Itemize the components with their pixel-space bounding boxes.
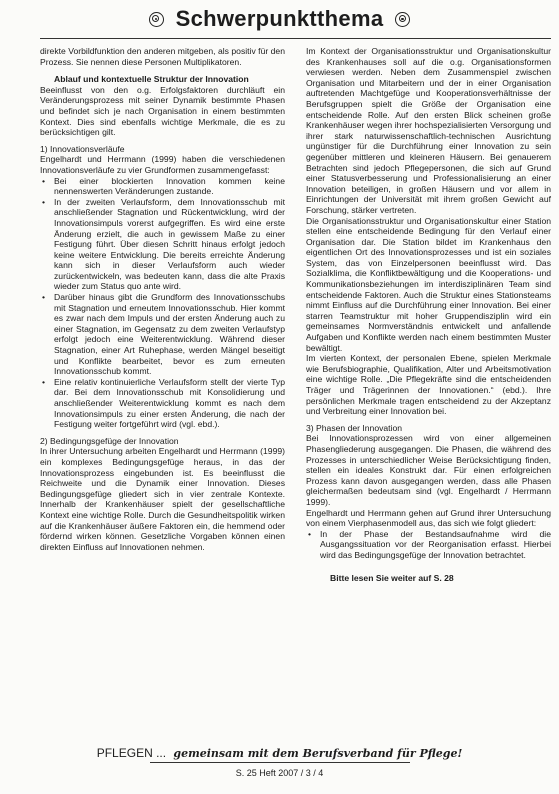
section-title: Schwerpunktthema: [175, 6, 384, 31]
list-item: • Bei einer blockierten Innovation kommen keine nennenswerten Veränderungen zustande.: [40, 176, 285, 197]
subheading: 2) Bedingungsgefüge der Innovation: [40, 435, 179, 446]
paragraph: Beeinflusst von den o.g. Erfolgsfaktoren durchläuft ein Veränderungsprozess mit seiner Dynamik bestimmte Phasen und befindet sich je nach Organisation in einem bestimmten Kontext. Dies sind ebenfalls wichtige Merkmale, die es zu berücksichtigen gilt.: [40, 84, 285, 138]
paragraph: Engelhardt und Herrmann (1999) haben die verschiedenen Innovationsverläufe zu vier Grundformen zusammengefasst:: [40, 154, 285, 175]
left-column: [40, 46, 285, 552]
paragraph: Im vierten Kontext, der personalen Ebene, spielen Merkmale wie Berufsbiographie, Qualifikation, Alter und Arbeitsmotivation eine wichtige Rolle. „Die Pflegekräfte sind die entscheidenden Träger und Trägerinnen der Innovationen.“ (ebd.). Ihre persönlichen Merkmale tragen entscheidend zu der Akzeptanz und Verbreitung einer Innovation bei.: [306, 353, 551, 417]
slogan-prefix: PFLEGEN ...: [96, 746, 167, 760]
bullet-list: [40, 176, 285, 430]
list-item: • Darüber hinaus gibt die Grundform des Innovationsschubs mit Stagnation und erneutem Innovationsschub. Hier kommt es zwar nach dem Impuls und der ersten Änderung auch zu einer Stagnation, im Gegensatz zu dem zweiten Verlaufstyp erfolgt jedoch eine Weiterentwicklung. Während dieser Stagnation, einer Art Ruhephase, werden Mängel beseitigt und Konflikte bearbeitet, bevor es zum erneuten Innovationsschub kommt.: [40, 292, 285, 377]
footer-slogan: [0, 746, 559, 760]
bullseye-icon: [149, 12, 164, 27]
section-heading: Ablauf und kontextuelle Struktur der Innovation: [54, 74, 249, 85]
paragraph: In ihrer Untersuchung arbeiten Engelhardt und Herrmann (1999) ein komplexes Bedingungsgefüge heraus, in das der Innovationsprozess eingebunden ist. Es beeinflusst die Reichweite und die Dynamik einer Innovation. Dieses Bedingungsgefüge gliedert sich in vier zentrale Kontexte. Innerhalb der Krankenhäuser spielt der gesellschaftliche Kontext eine wichtige Rolle. Durch die Gesundheitspolitik wirken auf die Krankenhäuser äußere Faktoren ein, die hemmend oder fördernd wirken können. Gesetzliche Vorgaben können einen direkten Einfluss auf Innovationen nehmen.: [40, 446, 285, 552]
paragraph: Bei Innovationsprozessen wird von einer allgemeinen Phasengliederung ausgegangen. Die Phasen, die während des Prozesses in unterschiedlicher Weise Berücksichtigung finden, stellen ein ideales Konstrukt dar. Für einen erfolgreichen Prozess kann davon ausgegangen werden, dass alle Phasen gleichermaßen bedeutsam sind (vgl. Engelhardt / Herrmann 1999).: [306, 433, 551, 507]
page-header: [0, 0, 559, 38]
paragraph: Engelhardt und Herrmann gehen auf Grund ihrer Untersuchung von einem Vierphasenmodell aus, das sich wie folgt gliedert:: [306, 507, 551, 529]
list-item: • Eine relativ kontinuierliche Verlaufsform stellt der vierte Typ dar. Bei dem Innovationsschub mit Konsolidierung und anschließender Weiterentwicklung kommt es nach dem Innovationsimpuls zu einer ersten Änderung, die nach der Festigung weiter fortgeführt wird (vgl. ebd.).: [40, 377, 285, 430]
slogan-cursive: gemeinsam mit dem Berufsverband für Pflege!: [173, 747, 463, 760]
paragraph: Die Organisationsstruktur und Organisationskultur einer Station stellen eine entscheidende Bedingung für den Verlauf einer Organisation dar. Die Station bildet im Krankenhaus den eigentlichen Ort des Innovationsprozesses und ist ein soziales System, das von Einzelpersonen beeinflusst wird. Das Sozialklima, die Konfliktbewältigung und die Kooperations- und Kommunikationsbeziehungen im interdisziplinären Team sind entscheidende Faktoren. Auch die Struktur eines Stationsteams nimmt Einfluss auf die Durchführung einer Innovation. Bei einer starren Teamstruktur mit hoher Gruppendisziplin wird ein gemeinsames Normverständnis entwickelt und anfallende Aufgaben und Konflikte werden nach einem bestimmten Muster bewältigt.: [306, 215, 551, 353]
bullseye-icon: [395, 12, 410, 27]
subheading: 3) Phasen der Innovation: [306, 422, 403, 433]
header-rule: [40, 38, 551, 39]
bullet-list: [306, 529, 551, 561]
continue-note: Bitte lesen Sie weiter auf S. 28: [330, 572, 454, 583]
paragraph: Im Kontext der Organisationsstruktur und Organisationskultur des Krankenhauses soll auf die o.g. Organisationsformen verwiesen werden. Neben dem Zusammenspiel zwischen Organisation und Mitarbeitern und der in einer Organisation auftretenden Machtgefüge und Kooperationsverhältnisse der Berufsgruppen spielt die Größe der Organisation eine entscheidende Rolle. Auf den ersten Blick scheinen große Krankenhäuser wegen ihrer hochspezialisierten Versorgung und ihrer stark naturwissenschaftlich-technischen Ausrichtung ungünstiger für die Durchführung einer Innovation zu sein gegenüber mittleren und kleineren Häusern. Bei genauerem Betrachten sind jedoch Pflegepersonen, die sich auf Grund einer Statusverbesserung und Professionalisierung an einer Innovation beteiligen, in großen Häusern und vor allem in Einrichtungen der Universität mit ihrem großen Gewicht auf Forschung, stärker vertreten.: [306, 46, 551, 215]
list-item: • In der Phase der Bestandsaufnahme wird die Ausgangssituation vor der Reorganisation erfasst. Hierbei wird das Bedingungsgefüge der Innovation betrachtet.: [306, 529, 551, 561]
page-info: S. 25 Heft 2007 / 3 / 4: [235, 768, 324, 778]
list-item: • In der zweiten Verlaufsform, dem Innovationsschub mit anschließender Stagnation und Rückentwicklung, wird der Innovationsimpuls vorerst aufgegriffen. Es wird eine erste Änderung erzielt, die auch in gewissem Maße zu einer Festigung führt. Über diesen Schritt hinaus erfolgt jedoch keine weitere Entwicklung. Die bereits erreichte Änderung kann sich in dieser Verlaufsform auch wieder zurückentwickeln, was bedeuten kann, dass die alte Praxis wieder zum Status quo ante wird.: [40, 197, 285, 292]
right-column: [306, 46, 551, 583]
footer-rule: [150, 762, 410, 763]
subheading: 1) Innovationsverläufe: [40, 143, 125, 154]
intro-paragraph: direkte Vorbildfunktion den anderen mitgeben, als positiv für den Prozess. Sie nennen diese Personen Multiplikatoren.: [40, 46, 285, 67]
